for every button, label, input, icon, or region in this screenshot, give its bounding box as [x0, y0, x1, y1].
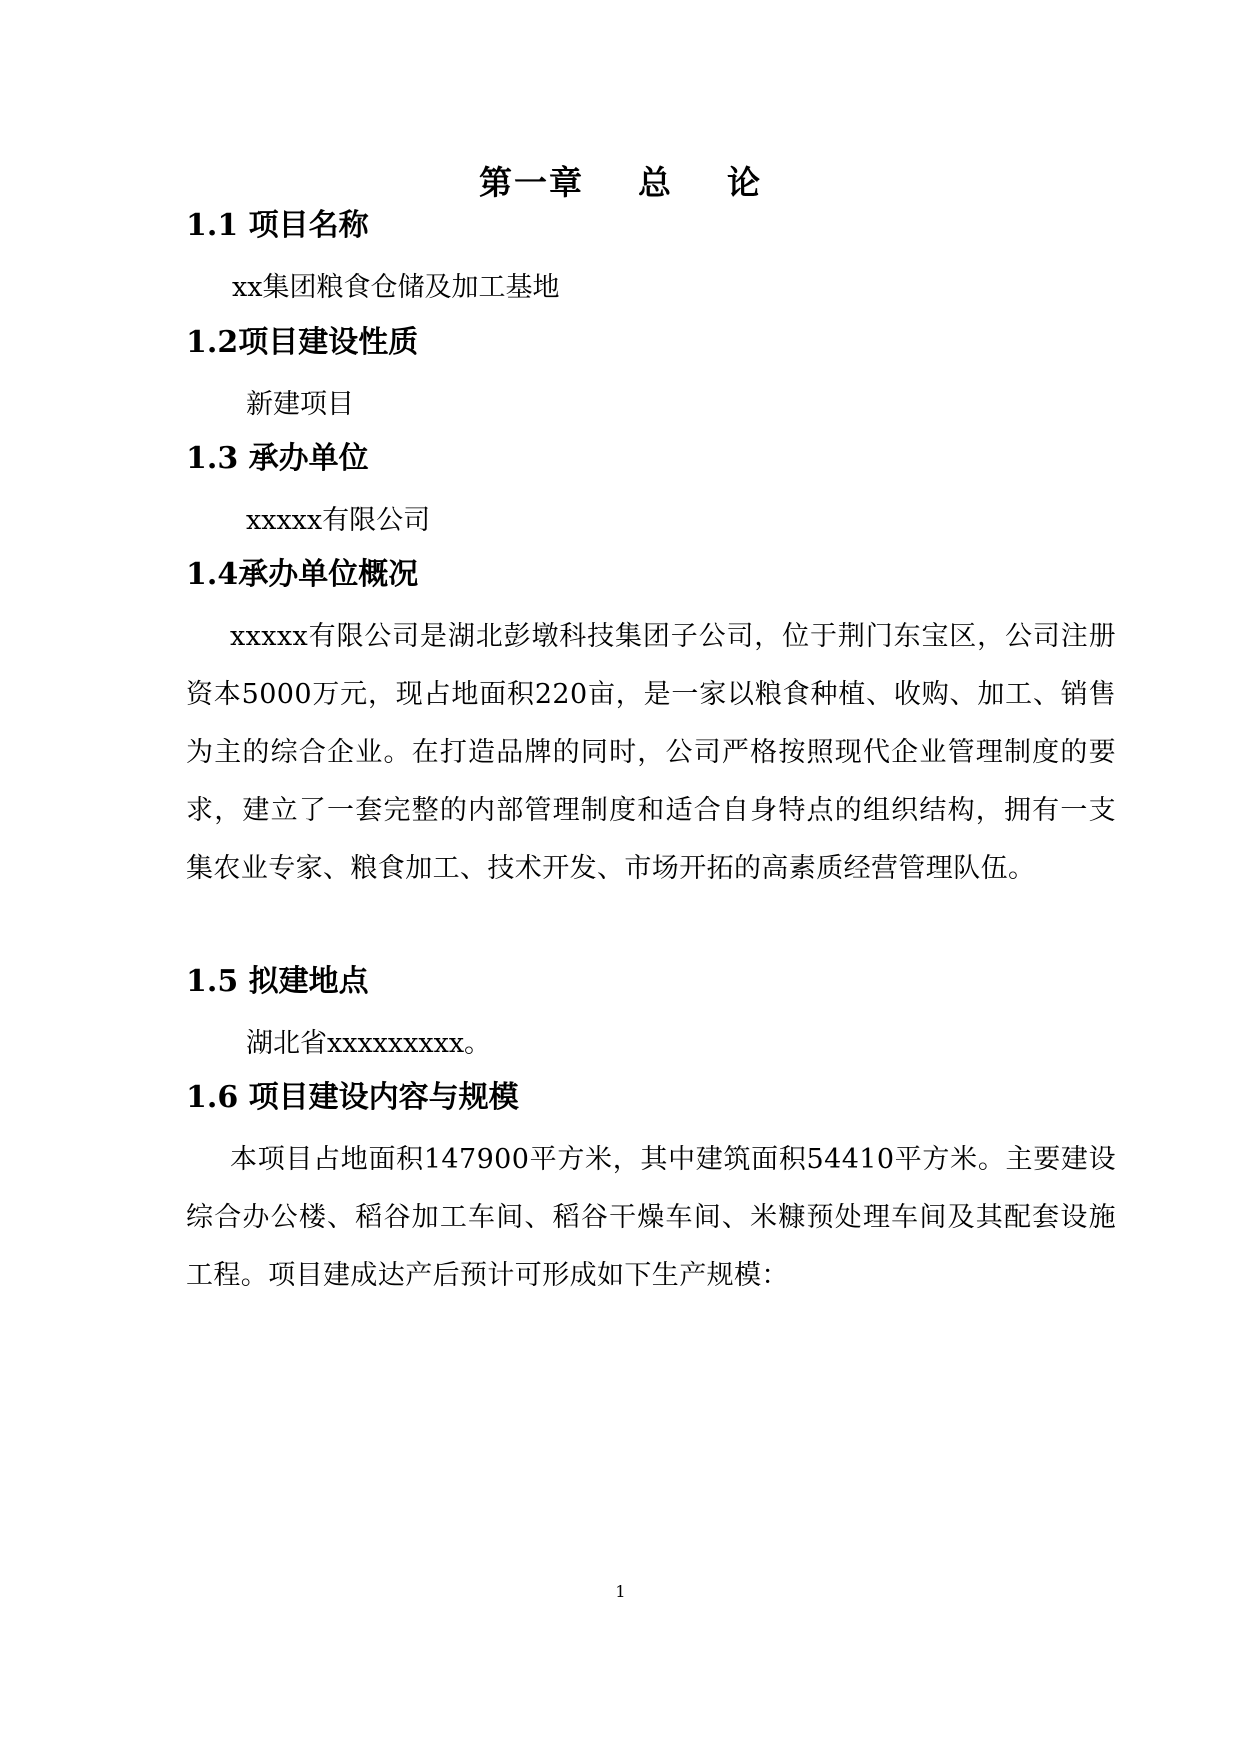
section-content: 新建项目: [246, 389, 354, 420]
section-location: [186, 957, 1116, 1076]
section-content-scale: [186, 1073, 1116, 1305]
section-heading: 1.3 承办单位: [186, 441, 369, 476]
section-organizer-overview: [186, 550, 1116, 898]
section-paragraph: xxxxx有限公司是湖北彭墩科技集团子公司，位于荆门东宝区，公司注册资本5000万元，现占地面积220亩，是一家以粮食种植、收购、加工、销售为主的综合企业。在打造品牌的同时，公司严格按照现代企业管理制度的要求，建立了一套完整的内部管理制度和适合自身特点的组织结构，拥有一支集农业专家、粮食加工、技术开发、市场开拓的高素质经营管理队伍。: [186, 621, 1116, 884]
section-heading: 1.6 项目建设内容与规模: [186, 1080, 519, 1115]
section-project-name: [186, 201, 1116, 320]
page-number: 1: [615, 1582, 626, 1601]
chapter-title: 第一章 总 论: [479, 163, 762, 202]
section-project-nature: [186, 318, 1116, 437]
section-heading: 1.1 项目名称: [186, 208, 369, 243]
section-paragraph: 本项目占地面积147900平方米，其中建筑面积54410平方米。主要建设综合办公楼、稻谷加工车间、稻谷干燥车间、米糠预处理车间及其配套设施工程。项目建成达产后预计可形成如下生产规模：: [186, 1144, 1116, 1291]
section-content: xxxxx有限公司: [246, 505, 431, 536]
section-content: xx集团粮食仓储及加工基地: [232, 272, 560, 303]
section-organizer: [186, 434, 1116, 553]
section-heading: 1.4承办单位概况: [186, 557, 419, 592]
section-heading: 1.2项目建设性质: [186, 325, 419, 360]
section-content: 湖北省xxxxxxxxx。: [246, 1028, 492, 1059]
section-heading: 1.5 拟建地点: [186, 964, 369, 999]
